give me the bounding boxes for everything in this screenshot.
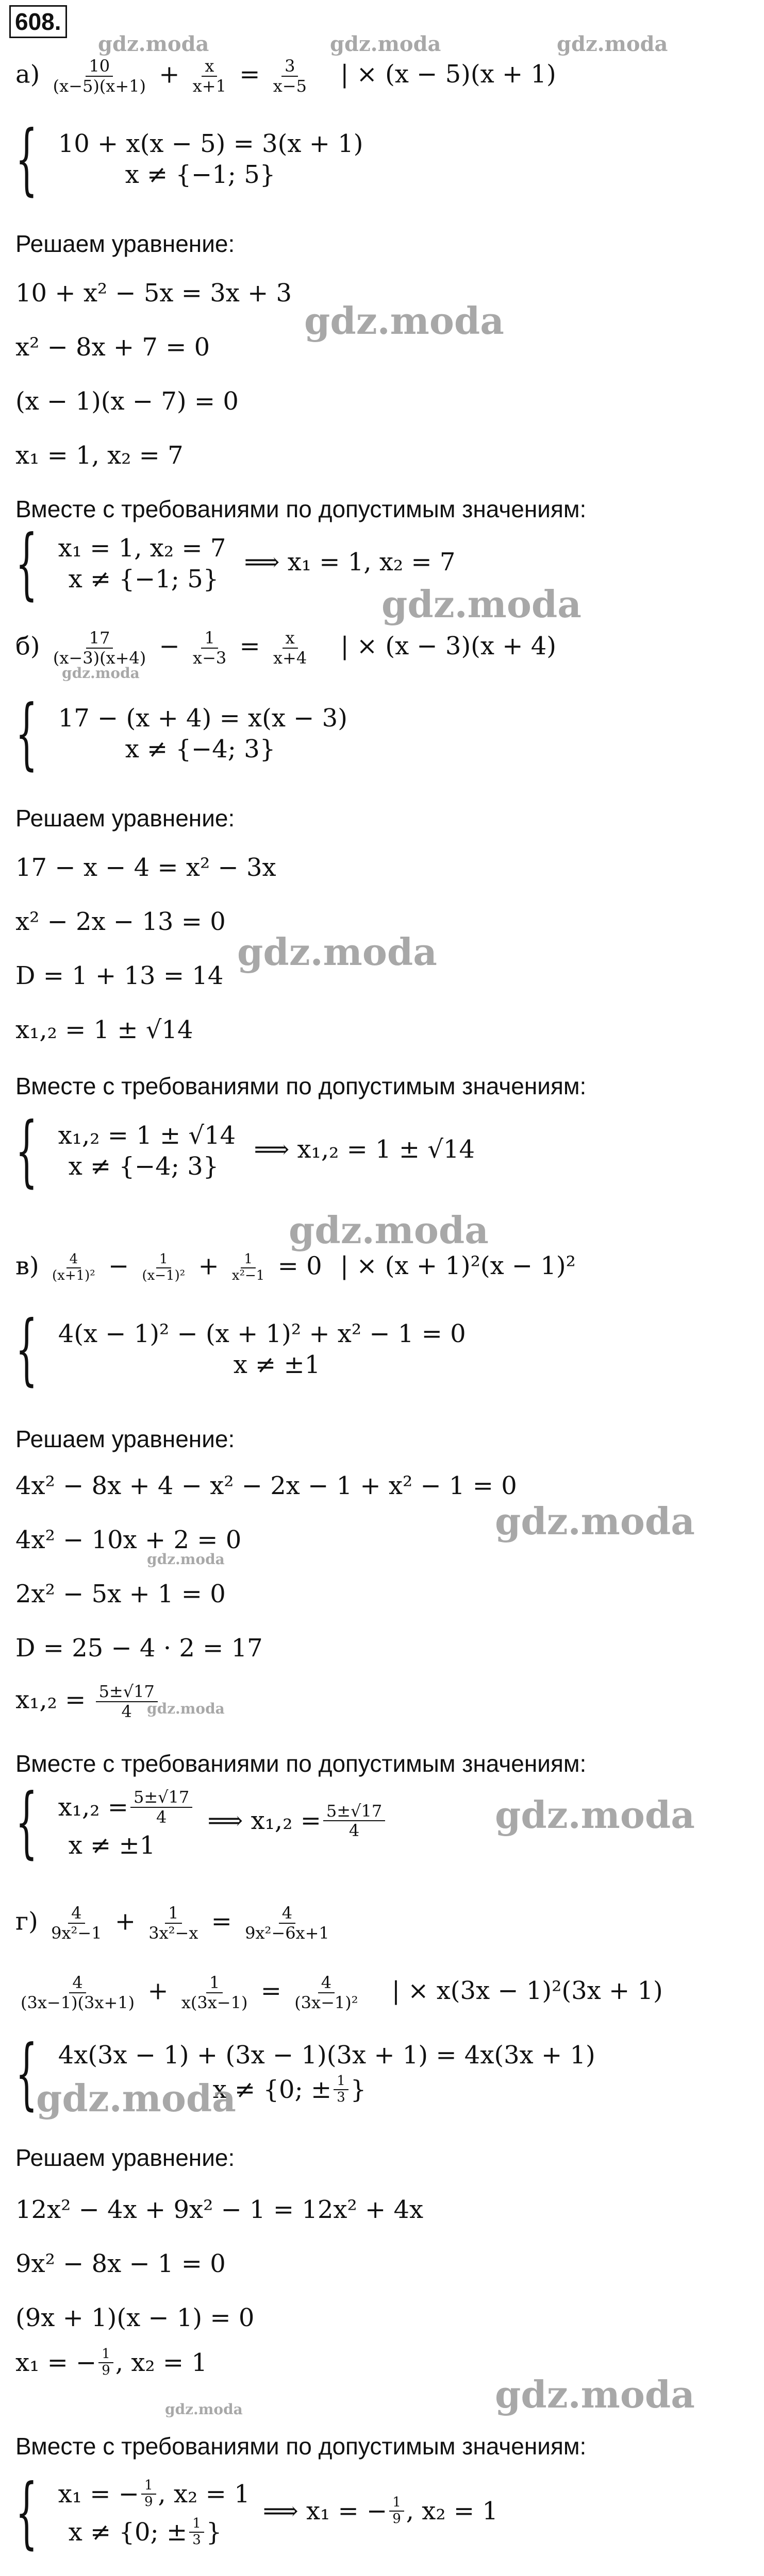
brace: { — [15, 2468, 38, 2558]
fraction: $\frac{1}{9}$ — [141, 2478, 156, 2510]
part-g-equation-factored: $\frac{4}{(3x-1)(3x+1)}$ + $\frac{1}{x(3x-1)}$ = $\frac{4}{\text{(3x−1)²}}$ | × x(3x − 1)²(3x + 1) — [15, 1973, 663, 2012]
watermark: gdz.moda — [237, 930, 437, 974]
fraction: $\frac{4}{\text{(3x−1)²}}$ — [294, 1973, 358, 2012]
brace: { — [15, 1106, 38, 1196]
fraction: $\frac{1}{\text{3x²−x}}$ — [148, 1903, 198, 1943]
part-g-equation: г) $\frac{4}{\text{9x²−1}}$ + $\frac{1}{\text{3x²−x}}$ = $\frac{4}{\text{9x²−6x+1}}$ — [15, 1904, 335, 1943]
equation-line: x₁ = − $\frac{1}{9}$ , x₂ = 1 — [15, 2346, 207, 2378]
watermark: gdz.moda — [304, 299, 504, 343]
answer: ⟹ x₁,₂ = $\frac{5\pm√17}{4}$ — [208, 1802, 388, 1841]
brace: { — [15, 114, 38, 204]
requirements-label: Вместе с требованиями по допустимым значениям: — [15, 2433, 587, 2460]
watermark: gdz.moda — [165, 2401, 243, 2418]
brace: { — [15, 518, 38, 608]
system-line-2: x ≠ {−1; 5} — [125, 160, 276, 189]
fraction: $\frac{x}{x+4}$ — [273, 628, 307, 668]
fraction: $\frac{1}{3}$ — [189, 2516, 204, 2548]
solve-label: Решаем уравнение: — [15, 2144, 235, 2171]
equation-line: D = 1 + 13 = 14 — [15, 961, 224, 990]
fraction: $\frac{1}{3}$ — [334, 2074, 348, 2106]
answer: ⟹ x₁ = − $\frac{1}{9}$ , x₂ = 1 — [262, 2495, 498, 2527]
brace: { — [15, 2029, 38, 2119]
watermark: gdz.moda — [62, 665, 140, 682]
fraction: $\frac{10}{(x-5)(x+1)}$ — [53, 56, 146, 96]
answer: ⟹ x₁,₂ = 1 ± √14 — [254, 1134, 475, 1164]
part-a-result: { x₁ = 1, x₂ = 7 x ≠ {−1; 5} ⟹ x₁ = 1, x₂ = 7 — [15, 518, 456, 608]
equation-line: 2x² − 5x + 1 = 0 — [15, 1580, 226, 1608]
part-b-result: { x₁,₂ = 1 ± √14 x ≠ {−4; 3} ⟹ x₁,₂ = 1 ± √14 — [15, 1106, 475, 1196]
equation-line: x² − 2x − 13 = 0 — [15, 907, 226, 936]
multiplier: | × (x + 1)²(x − 1)² — [340, 1251, 576, 1281]
fraction: $\frac{4}{\text{(x+1)²}}$ — [52, 1251, 95, 1283]
fraction: $\frac{1}{x-3}$ — [193, 628, 227, 668]
fraction: $\frac{1}{\text{(x−1)²}}$ — [142, 1251, 186, 1283]
brace: { — [15, 1304, 38, 1394]
equation-line: x₁ = 1, x₂ = 7 — [15, 441, 184, 470]
watermark: gdz.moda — [495, 2372, 695, 2416]
fraction: $\frac{4}{(3x-1)(3x+1)}$ — [21, 1973, 135, 2012]
fraction: $\frac{4}{\text{9x²−6x+1}}$ — [245, 1903, 329, 1943]
solve-label: Решаем уравнение: — [15, 805, 235, 832]
part-b-letter: б) — [15, 632, 40, 661]
fraction: $\frac{1}{\text{x²−1}}$ — [231, 1251, 265, 1283]
fraction: $\frac{1}{9}$ — [389, 2495, 404, 2527]
brace: { — [15, 1777, 38, 1868]
fraction: $\frac{1}{9}$ — [98, 2347, 113, 2379]
fraction: $\frac{3}{x-5}$ — [273, 56, 307, 96]
watermark: gdz.moda — [381, 582, 582, 626]
part-g-system: { 4x(3x − 1) + (3x − 1)(3x + 1) = 4x(3x + 1) x ≠ {0; ± $\frac{1}{3}$ } — [15, 2029, 595, 2119]
multiplier: | × (x − 5)(x + 1) — [340, 60, 556, 89]
equation-line: (9x + 1)(x − 1) = 0 — [15, 2303, 255, 2332]
solve-label: Решаем уравнение: — [15, 230, 235, 257]
answer: ⟹ x₁ = 1, x₂ = 7 — [244, 547, 456, 577]
requirements-label: Вместе с требованиями по допустимым значениям: — [15, 1750, 587, 1777]
multiplier: | × (x − 3)(x + 4) — [340, 632, 556, 661]
equation-line: (x − 1)(x − 7) = 0 — [15, 387, 239, 416]
equation-line: 17 − x − 4 = x² − 3x — [15, 853, 276, 882]
part-v-equation: в) $\frac{4}{\text{(x+1)²}}$ − $\frac{1}{\text{(x−1)²}}$ + $\frac{1}{\text{x²−1}}$ = 0 | × (x + 1)²(x − 1)² — [15, 1251, 576, 1283]
equation-line: x² − 8x + 7 = 0 — [15, 333, 210, 362]
equation-line: 12x² − 4x + 9x² − 1 = 12x² + 4x — [15, 2195, 424, 2224]
problem-number: 608. — [9, 5, 67, 38]
watermark: gdz.moda — [330, 32, 441, 56]
equation-line: D = 25 − 4 · 2 = 17 — [15, 1634, 263, 1663]
part-v-result: { x₁,₂ = $\frac{5\pm√17}{4}$ x ≠ ±1 ⟹ x₁,₂ = $\frac{5\pm√17}{4}$ — [15, 1788, 387, 1858]
fraction: $\frac{5\pm√17}{4}$ — [130, 1788, 192, 1827]
brace: { — [15, 688, 38, 778]
requirements-label: Вместе с требованиями по допустимым значениям: — [15, 1073, 587, 1099]
requirements-label: Вместе с требованиями по допустимым значениям: — [15, 496, 587, 522]
part-v-letter: в) — [15, 1251, 39, 1281]
part-a-equation: а) $\frac{10}{(x-5)(x+1)}$ + $\frac{x}{x+1}$ = $\frac{3}{x-5}$ | × (x − 5)(x + 1) — [15, 56, 556, 96]
system-line-1: 10 + x(x − 5) = 3(x + 1) — [58, 129, 363, 158]
equation-line: 9x² − 8x − 1 = 0 — [15, 2249, 226, 2278]
part-g-letter: г) — [15, 1907, 38, 1936]
watermark: gdz.moda — [98, 32, 209, 56]
part-v-system: { 4(x − 1)² − (x + 1)² + x² − 1 = 0 x ≠ ±1 — [15, 1304, 466, 1394]
watermark: gdz.moda — [495, 1499, 695, 1543]
watermark: gdz.moda — [36, 2076, 236, 2120]
part-b-equation: б) $\frac{17}{(x-3)(x+4)}$ − $\frac{1}{x-3}$ = $\frac{x}{x+4}$ | × (x − 3)(x + 4) — [15, 628, 556, 668]
fraction: $\frac{5\pm√17}{4}$ — [96, 1682, 158, 1721]
watermark: gdz.moda — [495, 1793, 695, 1837]
equation-line: 10 + x² − 5x = 3x + 3 — [15, 279, 292, 308]
fraction: $\frac{4}{\text{9x²−1}}$ — [51, 1903, 102, 1943]
fraction: $\frac{17}{(x-3)(x+4)}$ — [53, 628, 146, 668]
watermark: gdz.moda — [147, 1700, 225, 1717]
fraction: $\frac{5\pm√17}{4}$ — [323, 1802, 385, 1841]
equation-line: x₁,₂ = $\frac{5\pm√17}{4}$ — [15, 1682, 160, 1721]
equation-line: 4x² − 8x + 4 − x² − 2x − 1 + x² − 1 = 0 — [15, 1471, 517, 1500]
watermark: gdz.moda — [557, 32, 668, 56]
watermark: gdz.moda — [147, 1551, 225, 1568]
solve-label: Решаем уравнение: — [15, 1426, 235, 1452]
part-b-system: { 17 − (x + 4) = x(x − 3) x ≠ {−4; 3} — [15, 688, 347, 778]
multiplier: | × x(3x − 1)²(3x + 1) — [391, 1976, 663, 2006]
part-g-result: { x₁ = − $\frac{1}{9}$ , x₂ = 1 x ≠ {0; ± $\frac{1}{3}$ } ⟹ x₁ = − $\frac{1}{9}$ , x₂ = 1 — [15, 2468, 498, 2558]
fraction: $\frac{1}{x(3x-1)}$ — [181, 1973, 248, 2012]
part-a-system — [15, 114, 363, 204]
part-a-letter: а) — [15, 60, 40, 89]
watermark: gdz.moda — [289, 1208, 489, 1252]
equation-line: 4x² − 10x + 2 = 0 — [15, 1526, 242, 1554]
equation-line: x₁,₂ = 1 ± √14 — [15, 1015, 193, 1044]
fraction: $\frac{x}{x+1}$ — [192, 56, 226, 96]
